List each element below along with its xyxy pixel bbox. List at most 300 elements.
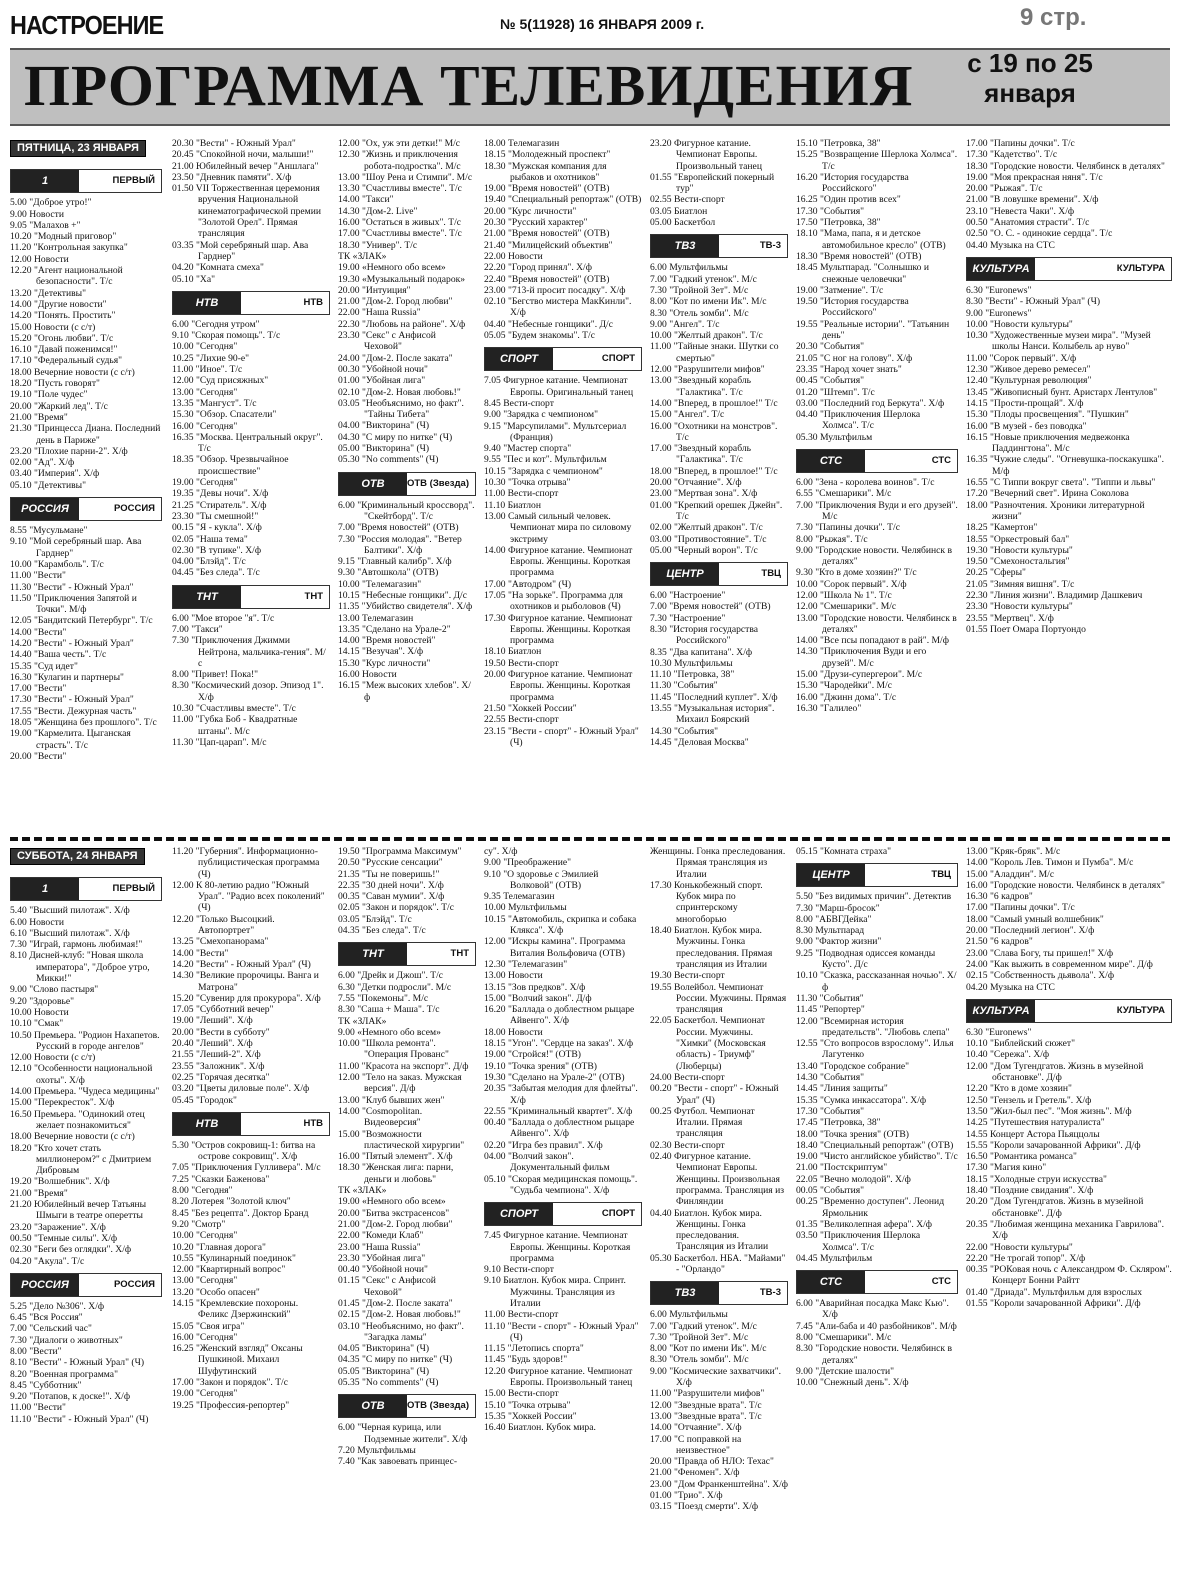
- program-listing: 05.30 Баскетбол. НБА. "Майами" - "Орландо": [650, 1252, 786, 1275]
- program-listing: 14.45 "Деловая Москва": [650, 736, 749, 748]
- program-listing: 15.00 "Друзи-супергерои". М/с: [796, 669, 923, 681]
- program-listing: 17.20 "Вечерний свет". Ирина Соколова: [966, 488, 1129, 500]
- program-listing: 01.55 "Короли зачарованной Африки". Д/ф: [966, 1297, 1141, 1309]
- program-listing: 7.00 "Гадкий утенок". М/с: [650, 273, 757, 285]
- channel-name: ТВ-3: [759, 1287, 781, 1299]
- saturday-column: [966, 846, 1172, 1590]
- program-listing: 22.40 "Время новостей" (ОТВ): [484, 273, 610, 285]
- program-listing: 11.00 "Сорок первый". Х/ф: [966, 352, 1077, 364]
- program-listing: 22.05 "Вечно молодой". Х/ф: [796, 1173, 911, 1185]
- program-listing: 20.20 "Дом Тугендгатов. Жизнь в музейной обстановке". Д/ф: [966, 1196, 1144, 1219]
- program-listing: 10.00 "Снежный день". Х/ф: [796, 1377, 909, 1389]
- program-listing: 22.35 "30 дней ночи". Х/ф: [338, 879, 444, 891]
- program-listing: 10.15 "Автомобиль, скрипка и собака Клякса". Х/ф: [484, 913, 637, 937]
- program-listing: 7.05 "Приключения Гулливера". М/с: [172, 1162, 321, 1174]
- program-listing: 19.30 Вести-спорт: [650, 970, 725, 982]
- channel-name: КУЛЬТУРА: [1116, 262, 1165, 274]
- program-listing: 11.00 "Вести": [10, 1402, 66, 1414]
- saturday-schedule: [10, 846, 1172, 1590]
- channel-name: СТС: [931, 1276, 951, 1288]
- program-listing: 18.20 "Пусть говорят": [10, 378, 100, 390]
- program-listing: 11.45 "Репортер": [796, 1004, 865, 1016]
- program-listing: 11.00 "Тайные знаки. Шутки со смертью": [650, 341, 779, 364]
- page-title: ПРОГРАММА ТЕЛЕВИДЕНИЯ: [24, 53, 914, 118]
- program-listing: 11.10 "Вести - спорт" - Южный Урал" (Ч): [484, 1320, 639, 1343]
- program-listing: 12.00 "Школа № 1". Т/с: [796, 589, 892, 601]
- program-listing: 12.00 "Всемирная история предательств". "Любовь слепа": [796, 1015, 950, 1038]
- program-listing: 04.00 "Викторина" (Ч): [338, 420, 430, 432]
- program-listing: 00.45 "События": [796, 375, 865, 387]
- program-listing: 11.30 "События": [650, 680, 718, 692]
- program-listing: 20.25 "Сферы": [966, 567, 1026, 579]
- program-listing: 20.30 "Русский характер": [484, 217, 588, 229]
- program-listing: 21.50 "Хоккей России": [484, 702, 577, 714]
- friday-column: [172, 138, 330, 834]
- program-listing: 16.50 Премьера. "Одинокий отец желает познакомиться": [10, 1108, 145, 1131]
- program-listing: 03.00 "Последний год Беркута". Х/ф: [796, 397, 945, 409]
- program-listing: 19.25 "Профессия-репортер": [172, 1399, 290, 1411]
- program-listing: 22.55 "Криминальный квартет". Х/ф: [484, 1105, 633, 1117]
- program-listing: 00.05 "События": [796, 1185, 865, 1197]
- program-listing: 19.00 "Моя прекрасная няня". Т/с: [966, 171, 1103, 183]
- program-listing: 10.30 "Счастливы вместе". Т/с: [172, 703, 296, 715]
- program-listing: 12.00 К 80-летию радио "Южный Урал". "Радио всех поколений" (Ч): [172, 879, 325, 914]
- program-listing: 17.55 "Вести. Дежурная часть": [10, 705, 137, 717]
- program-listing: 14.20 "Вести" - Южный Урал" (Ч): [172, 958, 311, 970]
- program-listing: 05.00 Баскетбол: [650, 217, 716, 229]
- program-listing: 7.20 Мультфильмы: [338, 1444, 416, 1456]
- program-listing: 03.10 "Необъяснимо, но факт". "Загадка ламы": [338, 1320, 464, 1343]
- program-listing: 02.00 "Желтый дракон". Т/с: [650, 522, 763, 534]
- program-listing: 9.00 "Детские шалости": [796, 1365, 895, 1377]
- program-listing: 02.10 "Дом-2. Новая любовь!": [338, 386, 461, 398]
- program-listing: 02.30 "В тупике". Х/ф: [172, 544, 262, 556]
- program-listing: 14.00 "Другие новости": [10, 298, 107, 310]
- program-listing: 20.40 "Леший". Х/ф: [172, 1038, 253, 1050]
- issue-info: № 5(11928) 16 ЯНВАРЯ 2009 г.: [500, 16, 705, 32]
- program-listing: 10.00 "Телемагазин": [338, 578, 422, 590]
- program-listing: 17.30 "События": [796, 1105, 865, 1117]
- program-listing: 21.00 "Феномен". Х/ф: [650, 1467, 740, 1479]
- program-listing: 22.30 "Линия жизни". Владимир Дашкевич: [966, 589, 1143, 601]
- program-listing: 01.00 "Убойная лига": [338, 375, 426, 387]
- program-listing: 15.20 "Сувенир для прокурора". Х/ф: [172, 992, 321, 1004]
- program-listing: 14.40 "Ваша честь". Т/с: [10, 649, 107, 661]
- program-listing: Женщины. Гонка преследования. Прямая трансляция из Италии: [650, 846, 786, 880]
- program-listing: 12.00 "Тело на заказ. Мужская версия". Д/ф: [338, 1072, 462, 1095]
- program-listing: 02.55 Вести-спорт: [650, 194, 725, 206]
- channel-logo: 1: [11, 170, 79, 192]
- channel-header: [484, 1202, 642, 1226]
- program-listing: 22.30 "Любовь на районе". Х/ф: [338, 318, 466, 330]
- program-listing: 05.05 "Будем знакомы". Т/с: [484, 330, 595, 342]
- program-listing: 15.00 "Волчий закон". Д/ф: [484, 992, 592, 1004]
- program-listing: 7.30 "Тройной Зет". М/с: [650, 284, 749, 296]
- channel-logo: 1: [11, 878, 79, 900]
- program-listing: 10.30 "Точка отрыва": [484, 477, 571, 489]
- program-listing: 7.55 "Покемоны". М/с: [338, 992, 429, 1004]
- program-listing: 15.20 "Огонь любви". Т/с: [10, 332, 114, 344]
- program-listing: 16.00 "Городские новости. Челябинск в деталях": [966, 879, 1165, 891]
- channel-name: СПОРТ: [601, 1208, 635, 1220]
- channel-header: [796, 1270, 958, 1294]
- channel-name: ПЕРВЫЙ: [112, 175, 155, 187]
- program-listing: 21.00 "Время": [10, 1187, 68, 1199]
- program-listing: 8.30 "Городские новости. Челябинск в деталях": [796, 1343, 953, 1366]
- program-listing: 15.05 "Своя игра": [172, 1320, 245, 1332]
- program-listing: 6.00 Новости: [10, 916, 64, 928]
- program-listing: 00.25 "Временно доступен". Леонид Ярмольник: [796, 1196, 945, 1219]
- program-listing: 15.30 "Плоды просвещения". "Пушкин": [966, 409, 1129, 421]
- program-listing: 21.00 "Время новостей" (ОТВ): [484, 228, 610, 240]
- program-listing: 14.00 "Король Лев. Тимон и Пумба". М/с: [966, 857, 1134, 869]
- channel-logo: ОТВ: [339, 473, 407, 495]
- program-listing: 6.00 "Дрейк и Джош". Т/с: [338, 970, 444, 982]
- program-listing: 13.20 "Детективы": [10, 287, 87, 299]
- program-listing: 17.30 Конькобежный спорт. Кубок мира по спринтерскому многоборью: [650, 879, 763, 925]
- program-listing: 9.10 "Мой серебряный шар. Ава Гарднер": [10, 536, 142, 559]
- program-listing: 10.30 "Художественные музеи мира". "Музей школы Нанси. Колыбель ар нуво": [966, 330, 1151, 353]
- channel-logo: ТНТ: [339, 943, 407, 965]
- friday-column: [484, 138, 642, 834]
- program-listing: 13.00 "Сегодня": [172, 386, 238, 398]
- saturday-column: [172, 846, 330, 1590]
- channel-logo: КУЛЬТУРА: [967, 1000, 1035, 1022]
- program-listing: 10.40 "Сережа". Х/ф: [966, 1049, 1050, 1061]
- program-listing: 13.00 "Клуб бывших жен": [338, 1094, 445, 1106]
- channel-header: [966, 999, 1172, 1023]
- program-listing: 16.30 "Кулагин и партнеры": [10, 671, 124, 683]
- program-listing: 6.00 "Черная курица, или Подземные жители". Х/ф: [338, 1422, 468, 1445]
- program-listing: 18.30 "Время новостей" (ОТВ): [796, 250, 922, 262]
- program-listing: 13.35 "Сделано на Урале-2": [338, 623, 451, 635]
- program-listing: 19.55 Волейбол. Чемпионат России. Мужчины. Прямая трансляция: [650, 981, 787, 1016]
- program-listing: 20.00 "Битва экстрасенсов": [338, 1207, 450, 1219]
- program-listing: 12.55 "Сто вопросов взрослому". Илья Лагутенко: [796, 1038, 954, 1061]
- program-listing: 11.00 "Разрушители мифов": [650, 1388, 765, 1400]
- program-listing: ТК «ЗЛАК»: [338, 1015, 387, 1027]
- day-label: ПЯТНИЦА, 23 ЯНВАРЯ: [10, 140, 146, 157]
- program-listing: 9.00 «Немного обо всем»: [338, 1026, 441, 1038]
- channel-name: РОССИЯ: [114, 503, 155, 515]
- channel-logo: СПОРТ: [485, 1203, 553, 1225]
- program-listing: 02.30 Вести-спорт: [650, 1139, 725, 1151]
- program-listing: 13.20 "Особо опасен": [172, 1286, 260, 1298]
- program-listing: 17.00 "Звездный корабль "Галактика". Т/с: [650, 443, 751, 466]
- program-listing: 18.05 "Женщина без прошлого". Т/с: [10, 717, 157, 729]
- program-listing: 11.35 "Убийство свидетеля". Х/ф: [338, 601, 473, 613]
- program-listing: 19.10 "Точка зрения" (ОТВ): [484, 1060, 598, 1072]
- program-listing: 16.35 "Москва. Центральный округ". Т/с: [172, 431, 323, 455]
- program-listing: 7.30 "Диалоги о животных": [10, 1334, 123, 1346]
- program-listing: 21.00 Юбилейный вечер "Аншлага": [172, 160, 319, 172]
- channel-name: ТВ-3: [759, 240, 781, 252]
- channel-header: [10, 877, 162, 901]
- program-listing: 23.30 "Секс" с Анфисой Чеховой": [338, 330, 436, 353]
- program-listing: 8.45 "Субботник": [10, 1379, 82, 1391]
- program-listing: 9.55 "Пес и кот". Мультфильм: [484, 454, 607, 466]
- channel-name: ТНТ: [450, 948, 469, 960]
- program-listing: 9.25 "Подводная одиссея команды Кусто". Д/с: [796, 947, 936, 971]
- channel-logo: ЦЕНТР: [797, 864, 865, 886]
- program-listing: 16.15 "Новые приключения медвежонка Паддингтона". М/с: [966, 431, 1130, 455]
- program-listing: 02.25 "Горячая десятка": [172, 1071, 270, 1083]
- program-listing: 23.10 "Невеста Чаки". Х/ф: [966, 205, 1075, 217]
- program-listing: 12.00 "Квартирный вопрос": [172, 1264, 286, 1276]
- program-listing: 18.15 "Молодежный проспект": [484, 149, 611, 161]
- program-listing: 17.00 "С поправкой на неизвестное": [650, 1433, 742, 1456]
- program-listing: 05.45 "Городок": [172, 1094, 237, 1106]
- program-listing: 23.00 "713-й просит посадку". Х/ф: [484, 284, 626, 296]
- program-listing: 15.00 "Перекресток". Х/ф: [10, 1097, 115, 1109]
- program-listing: 8.30 "Вести" - Южный Урал" (Ч): [966, 296, 1101, 308]
- program-listing: 21.55 "Леший-2". Х/ф: [172, 1049, 261, 1061]
- program-listing: 13.30 "Счастливы вместе". Т/с: [338, 183, 462, 195]
- program-listing: 6.30 "Euronews": [966, 1026, 1032, 1038]
- program-listing: 10.20 "Модный приговор": [10, 231, 117, 243]
- program-listing: 11.00 "Иное". Т/с: [172, 364, 243, 376]
- program-listing: 10.15 "Зарядка с чемпионом": [484, 465, 603, 477]
- program-listing: 19.50 Вести-спорт: [484, 657, 559, 669]
- program-listing: 16.00 "Остаться в живых". Т/с: [338, 217, 462, 229]
- program-listing: 11.45 "Последний куплет". Х/ф: [650, 691, 778, 703]
- program-listing: 12.50 "Гензель и Гретель". Х/ф: [966, 1094, 1092, 1106]
- section-divider: [10, 837, 1170, 841]
- program-listing: 20.00 "Рыжая". Т/с: [966, 183, 1043, 195]
- program-listing: 17.45 "Петровка, 38": [796, 1117, 881, 1129]
- program-listing: 18.30 "Мужская компания для рыбаков и охотников": [484, 160, 607, 183]
- program-listing: 20.00 "Отчаяние". Х/ф: [650, 477, 742, 489]
- program-listing: 8.00 "Смешарики". М/с: [796, 1331, 892, 1343]
- program-listing: 8.20 Лотерея "Золотой ключ": [172, 1196, 291, 1208]
- program-listing: 14.00 "Вести": [172, 947, 229, 959]
- program-listing: 18.30 "Женская лига: парни, деньги и любовь": [338, 1162, 454, 1185]
- program-listing: 04.05 "Викторина" (Ч): [338, 1343, 430, 1355]
- program-listing: 11.00 Вести-спорт: [484, 1309, 559, 1321]
- program-listing: 01.45 "Дом-2. После заката": [338, 1297, 453, 1309]
- program-listing: 9.20 "Потапов, к доске!". Х/ф: [10, 1391, 131, 1403]
- program-listing: 01.50 VII Торжественная церемония вручения Национальной кинематографической премии "Золотой Орел". Прямая трансляция: [172, 183, 322, 240]
- program-listing: 17.30 Фигурное катание. Чемпионат Европы. Женщины. Короткая программа: [484, 612, 633, 647]
- program-listing: 23.00 "Дом Франкенштейна". Х/ф: [650, 1478, 788, 1490]
- channel-name: ТВЦ: [931, 869, 951, 881]
- program-listing: 10.00 "Школа ремонта". "Операция Прованс": [338, 1038, 449, 1061]
- program-listing: 8.00 "Рыжая". Т/с: [796, 533, 868, 545]
- channel-header: [338, 942, 476, 966]
- channel-logo: ТВ3: [651, 235, 719, 257]
- program-listing: 13.00 "Шоу Рена и Стимпи". М/с: [338, 171, 473, 183]
- channel-name: РОССИЯ: [114, 1278, 155, 1290]
- program-listing: 16.20 "Баллада о доблестном рыцаре Айвенго". Х/ф: [484, 1004, 635, 1027]
- program-listing: 03.05 Биатлон: [650, 205, 708, 217]
- program-listing: 9.20 "Здоровье": [10, 995, 75, 1007]
- program-listing: 13.00 "Звездный корабль "Галактика". Т/с: [650, 375, 751, 398]
- program-listing: 20.00 "Жаркий лед". Т/с: [10, 400, 108, 412]
- channel-header: [966, 257, 1172, 281]
- program-listing: 17.30 "Вести" - Южный Урал": [10, 694, 134, 706]
- program-listing: 21.20 Юбилейный вечер Татьяны Шмыги в театре оперетты: [10, 1199, 147, 1222]
- program-listing: 14.00 "Такси": [338, 194, 394, 206]
- program-listing: 10.10 "Сказка, рассказанная ночью". Х/ф: [796, 970, 957, 993]
- program-listing: 16.40 Биатлон. Кубок мира.: [484, 1422, 596, 1434]
- channel-header: [796, 449, 958, 473]
- program-listing: 18.45 Мультпарад. "Солнышко и снежные человечки": [796, 262, 930, 285]
- program-listing: 00.35 "Саван мумии". Х/ф: [338, 891, 445, 903]
- program-listing: 10.10 "Библейский сюжет": [966, 1038, 1076, 1050]
- program-listing: 14.00 "Время новостей": [338, 635, 436, 647]
- program-listing: 23.50 "Дневник памяти". Х/ф: [172, 171, 292, 183]
- program-listing: 10.00 Новости: [10, 1006, 69, 1018]
- program-listing: 03.00 "Противостояние". Т/с: [650, 533, 767, 545]
- program-listing: 14.55 Концерт Астора Пьяццолы: [966, 1128, 1100, 1140]
- channel-logo: НТВ: [173, 1113, 241, 1135]
- program-listing: 12.00 Новости (с с/т): [10, 1052, 96, 1064]
- program-listing: 16.00 "Сегодня": [172, 420, 238, 432]
- program-listing: 24.00 Вести-спорт: [650, 1071, 725, 1083]
- program-listing: 15.00 "Возможности пластической хирургии": [338, 1128, 465, 1151]
- saturday-column: [650, 846, 788, 1590]
- program-listing: 13.00 "Звездные врата". Т/с: [650, 1410, 762, 1422]
- program-listing: 04.40 "Приключения Шерлока Холмса". Т/с: [796, 409, 921, 432]
- program-listing: 7.00 "Такси": [172, 623, 223, 635]
- program-listing: 03.05 "Блэйд". Т/с: [338, 913, 412, 925]
- program-listing: 03.35 "Мой серебряный шар. Ава Гарднер": [172, 239, 309, 262]
- program-listing: 19.50 "Смехоностальгия": [966, 556, 1070, 568]
- program-listing: 18.40 Биатлон. Кубок мира. Мужчины. Гонка преследования. Прямая трансляция из Италии: [650, 925, 773, 970]
- program-listing: 6.00 "Зена - королева воинов". Т/с: [796, 477, 935, 489]
- program-listing: 15.35 "Сумка инкассатора". Х/ф: [796, 1094, 927, 1106]
- program-listing: 23.20 "Плохие парни-2". Х/ф: [10, 445, 128, 457]
- program-listing: 15.00 "Ангел". Т/с: [650, 409, 725, 421]
- program-listing: 16.30 "Галилео": [796, 702, 862, 714]
- program-listing: 01.55 "Европейский покерный тур": [650, 171, 775, 195]
- program-listing: 15.30 "Курс личности": [338, 657, 431, 669]
- program-listing: 5.50 "Без видимых причин". Детектив: [796, 891, 952, 903]
- program-listing: 15.00 "Аладдин". М/с: [966, 868, 1055, 880]
- program-listing: 21.40 "Милицейский объектив": [484, 239, 613, 251]
- program-listing: 16.25 "Женский взгляд" Оксаны Пушкиной. Михаил Шуфутинский: [172, 1343, 303, 1377]
- program-listing: 18.00 "Вперед, в прошлое!" Т/с: [650, 465, 778, 477]
- program-listing: 00.50 "Темные силы". Х/ф: [10, 1232, 118, 1244]
- program-listing: 18.00 Вечерние новости (с с/т): [10, 1131, 135, 1143]
- program-listing: 18.10 Биатлон: [484, 646, 542, 658]
- program-listing: 6.00 Мультфильмы: [650, 1309, 728, 1321]
- program-listing: 12.20 "Агент национальной безопасности". Т/с: [10, 265, 123, 288]
- program-listing: 03.15 "Поезд смерти". Х/ф: [650, 1501, 759, 1513]
- program-listing: 8.30 "Отель зомби". М/с: [650, 307, 749, 319]
- program-listing: 14.15 "Везучая". Х/ф: [338, 646, 424, 658]
- program-listing: 16.10 "Давай поженимся!": [10, 344, 118, 356]
- program-listing: 9.00 "Фактор жизни": [796, 936, 882, 948]
- program-listing: 00.15 "Я - кукла". Х/ф: [172, 522, 262, 534]
- program-listing: 04.45 "Без следа". Т/с: [172, 567, 260, 579]
- program-listing: 05.30 "No comments" (Ч): [338, 454, 439, 466]
- program-listing: 9.10 Вести-спорт: [484, 1264, 554, 1276]
- program-listing: 17.50 "Петровка, 38": [796, 217, 881, 229]
- program-listing: 9.05 "Малахов +": [10, 219, 81, 231]
- program-listing: 14.15 "Прости-прощай". Х/ф: [966, 397, 1084, 409]
- program-listing: 8.45 Вести-спорт: [484, 397, 554, 409]
- program-listing: 11.00 "Вести": [10, 570, 66, 582]
- channel-name: НТВ: [303, 1117, 323, 1129]
- channel-logo: ОТВ: [339, 1395, 407, 1417]
- program-listing: 16.30 "6 кадров": [966, 891, 1033, 903]
- program-listing: 9.00 "Преображение": [484, 857, 572, 869]
- program-listing: 7.30 "Марш-бросок": [796, 902, 880, 914]
- program-listing: 14.20 "Вести" - Южный Урал": [10, 637, 134, 649]
- program-listing: 14.30 "Приключения Вуди и его друзей". М/с: [796, 646, 927, 669]
- program-listing: 04.00 "Волчий закон". Документальный фильм: [484, 1151, 610, 1174]
- channel-name: ОТВ (Звезда): [406, 477, 469, 489]
- program-listing: 19.50 "Программа Максимум": [338, 846, 462, 857]
- program-listing: 15.10 "Точка отрыва": [484, 1399, 571, 1411]
- title-banner: [10, 48, 1170, 126]
- program-listing: 7.30 "Тройной Зет". М/с: [650, 1331, 749, 1343]
- program-listing: 9.00 "Ангел". Т/с: [650, 318, 720, 330]
- program-listing: 9.00 "Городские новости. Челябинск в деталях": [796, 544, 953, 568]
- program-listing: 9.30 "Автошкола" (ОТВ): [338, 567, 439, 579]
- program-listing: 12.30 "Телемагазин": [484, 958, 568, 970]
- program-listing: 02.00 "Ад". Х/ф: [10, 457, 75, 469]
- program-listing: 9.00 "Космические захватчики". Х/ф: [650, 1365, 782, 1389]
- program-listing: 9.10 Биатлон. Кубок мира. Спринт. Мужчины. Трансляция из Италии: [484, 1275, 626, 1309]
- program-listing: 20.00 "Курс личности": [484, 205, 577, 217]
- program-listing: 13.00 "Городские новости. Челябинск в деталях": [796, 612, 957, 635]
- program-listing: 10.00 "Сорок первый". Х/ф: [796, 578, 907, 590]
- program-listing: 12.00 "Суд присяжных": [172, 375, 269, 387]
- program-listing: 05.15 "Комната страха": [796, 846, 892, 857]
- program-listing: 01.00 "Крепкий орешек Джейн". Т/с: [650, 499, 783, 522]
- day-label: СУББОТА, 24 ЯНВАРЯ: [10, 848, 145, 865]
- program-listing: 13.00 "Сегодня": [172, 1275, 238, 1287]
- program-listing: 05.10 "Детективы": [10, 479, 87, 491]
- page-header: [0, 0, 1182, 130]
- program-listing: 03.50 "Приключения Шерлока Холмса". Т/с: [796, 1230, 921, 1253]
- program-listing: 23.00 "Наша Russia": [338, 1241, 421, 1253]
- program-listing: 15.35 "Хоккей России": [484, 1410, 577, 1422]
- program-listing: 12.20 Фигурное катание. Чемпионат Европы. Произвольный танец: [484, 1365, 633, 1389]
- program-listing: 16.55 "С Типпи вокруг света". "Типпи и львы": [966, 477, 1156, 489]
- channel-header: [796, 863, 958, 887]
- program-listing: 16.20 "История государства Российского": [796, 171, 909, 195]
- program-listing: 19.35 "Девы ночи". Х/ф: [172, 488, 269, 500]
- program-listing: 17.00 "Закон и порядок". Т/с: [172, 1377, 288, 1389]
- program-listing: 10.00 "Желтый дракон". Т/с: [650, 330, 763, 342]
- program-listing: 16.35 "Чужие следы". "Огневушка-поскакушка". М/ф: [966, 454, 1164, 477]
- program-listing: 04.00 "Блэйд". Т/с: [172, 556, 246, 568]
- program-listing: 19.00 "Время новостей" (ОТВ): [484, 183, 610, 195]
- program-listing: 02.20 "Игра без правил". Х/ф: [484, 1139, 603, 1151]
- program-listing: ТК «ЗЛАК»: [338, 250, 387, 262]
- program-listing: 17.00 "Папины дочки". Т/с: [966, 902, 1075, 914]
- program-listing: 8.20 "Военная программа": [10, 1368, 118, 1380]
- program-listing: 01.55 Поет Омара Портуондо: [966, 623, 1086, 635]
- program-listing: 03.20 "Цветы диловые поле". Х/ф: [172, 1083, 310, 1095]
- program-listing: 18.40 "Специальный репортаж" (ОТВ): [796, 1139, 954, 1151]
- program-listing: 23.30 "Новости культуры": [966, 601, 1073, 613]
- program-listing: 23.00 "Мертвая зона". Х/ф: [650, 488, 758, 500]
- program-listing: 11.50 "Приключения Запятой и Точки". М/ф: [10, 592, 137, 616]
- channel-header: [650, 562, 788, 586]
- program-listing: 18.00 Телемагазин: [484, 138, 560, 149]
- program-listing: 21.00 "Время": [10, 411, 68, 423]
- program-listing: 11.30 "Вести" - Южный Урал": [10, 581, 134, 593]
- program-listing: 14.00 Премьера. "Чудеса медицины": [10, 1086, 160, 1098]
- program-listing: 7.30 "Играй, гармонь любимая!": [10, 939, 143, 951]
- program-listing: 12.10 "Особенности национальной охоты". Х/ф: [10, 1063, 153, 1086]
- program-listing: 17.05 "Субботний вечер": [172, 1004, 274, 1016]
- program-listing: 00.40 "Убойной ночи": [338, 1264, 428, 1276]
